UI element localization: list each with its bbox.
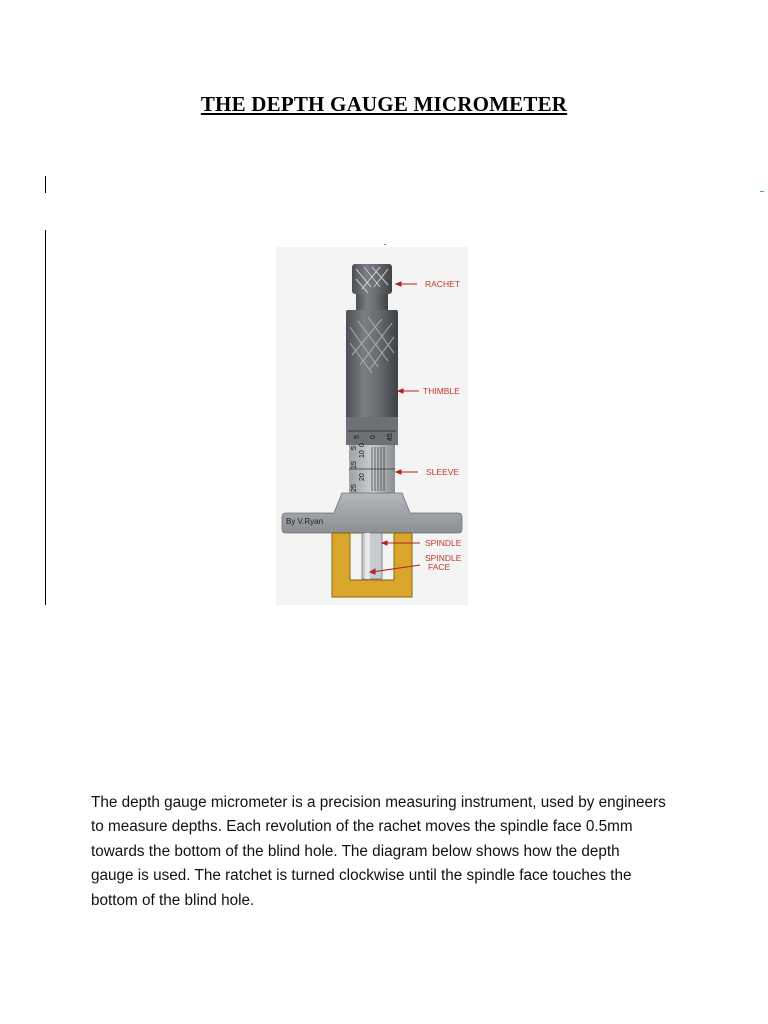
paragraph-line: The depth gauge micrometer is a precision measuring instrument, used by engineers bbox=[91, 794, 666, 811]
sleeve-scale-tick: 10 bbox=[359, 450, 366, 458]
depth-gauge-diagram bbox=[276, 247, 468, 605]
sleeve-scale-tick: 5 bbox=[351, 446, 358, 450]
paragraph-line: bottom of the blind hole. bbox=[91, 891, 255, 909]
sleeve-scale-tick: 0 bbox=[359, 443, 366, 447]
paragraph-line: to measure depths. Each revolution of the rachet moves the spindle face 0.5mm bbox=[91, 818, 633, 836]
label-rachet: RACHET bbox=[425, 279, 460, 289]
thimble-scale-tick: 45 bbox=[387, 433, 394, 441]
depth-gauge-illustration bbox=[276, 247, 468, 605]
page-title: THE DEPTH GAUGE MICROMETER bbox=[200, 92, 568, 116]
label-sleeve: SLEEVE bbox=[426, 467, 460, 477]
description-paragraph bbox=[91, 791, 691, 913]
margin-bar-main bbox=[45, 230, 46, 605]
thimble-scale-tick: 5 bbox=[354, 435, 361, 439]
stray-mark bbox=[384, 244, 386, 245]
label-spindle: SPINDLE bbox=[425, 538, 462, 548]
thimble bbox=[346, 310, 398, 445]
sleeve-scale-tick: 20 bbox=[359, 473, 366, 481]
thimble-scale-tick: 0 bbox=[370, 435, 377, 439]
margin-bar-top bbox=[45, 176, 46, 193]
sleeve-scale-tick: 25 bbox=[351, 484, 358, 492]
sleeve-scale-tick: 15 bbox=[351, 461, 358, 469]
ratchet bbox=[352, 264, 392, 310]
label-spindle-face-line2: FACE bbox=[428, 562, 451, 572]
credit-text: By V.Ryan bbox=[286, 517, 324, 526]
paragraph-line: gauge is used. The ratchet is turned clockwise until the spindle face touches the bbox=[91, 867, 632, 885]
stray-mark bbox=[760, 191, 764, 192]
label-thimble: THIMBLE bbox=[423, 386, 460, 396]
label-spindle-face-line1: SPINDLE bbox=[425, 553, 462, 563]
paragraph-line: towards the bottom of the blind hole. The diagram below shows how the depth bbox=[91, 842, 620, 860]
